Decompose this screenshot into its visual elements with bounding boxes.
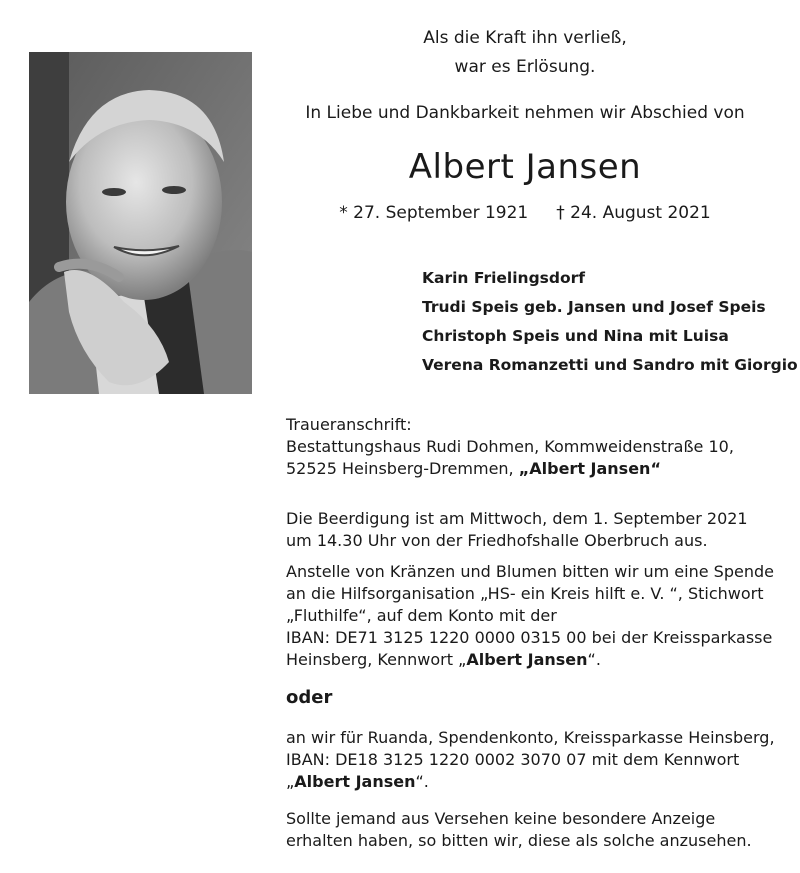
oder-separator: oder <box>286 687 333 708</box>
rwanda-keyword: Albert Jansen <box>294 772 416 791</box>
donation-iban: IBAN: DE71 3125 1220 0000 0315 00 bei der Kreissparkasse <box>286 628 773 647</box>
quote-line: Als die Kraft ihn verließ, <box>423 28 627 48</box>
funeral-line: Die Beerdigung ist am Mittwoch, dem 1. September 2021 <box>286 509 748 528</box>
quote <box>270 24 780 82</box>
closing-line: Sollte jemand aus Versehen keine besondere Anzeige <box>286 809 716 828</box>
donation-line: an die Hilfsorganisation „HS- ein Kreis hilft e. V. “, Stichwort <box>286 584 764 603</box>
closing-note <box>286 808 786 852</box>
donation-keyword-suffix: “. <box>587 650 601 669</box>
rwanda-iban: IBAN: DE18 3125 1220 0002 3070 07 mit dem Kennwort <box>286 750 740 769</box>
address-label: Traueranschrift: <box>286 415 412 434</box>
death-date: † 24. August 2021 <box>556 203 711 223</box>
address-city: 52525 Heinsberg-Dremmen, <box>286 459 519 478</box>
donation-keyword-prefix: Heinsberg, Kennwort „ <box>286 650 467 669</box>
closing-line: erhalten haben, so bitten wir, diese als solche anzusehen. <box>286 831 752 850</box>
mourners-list <box>422 264 798 380</box>
address-line <box>286 458 786 480</box>
address-keyword: „Albert Jansen“ <box>518 459 661 478</box>
donation-keyword: Albert Jansen <box>466 650 588 669</box>
funeral-info <box>286 508 786 552</box>
birth-date: * 27. September 1921 <box>339 203 529 223</box>
donation-line: Anstelle von Kränzen und Blumen bitten wir um eine Spende <box>286 562 774 581</box>
rwanda-line: an wir für Ruanda, Spendenkonto, Kreissparkasse Heinsberg, <box>286 728 775 747</box>
rwanda-keyword-prefix: „ <box>286 772 295 791</box>
rwanda-line <box>286 771 786 793</box>
quote-line: war es Erlösung. <box>454 57 596 77</box>
mourner-name: Verena Romanzetti und Sandro mit Giorgio <box>422 356 798 374</box>
donation-line: „Fluthilfe“, auf dem Konto mit der <box>286 606 557 625</box>
rwanda-keyword-suffix: “. <box>415 772 429 791</box>
donation-line <box>286 649 786 671</box>
rwanda-donation-info <box>286 727 786 793</box>
deceased-name: Albert Jansen <box>408 147 642 187</box>
funeral-line: um 14.30 Uhr von der Friedhofshalle Oberbruch aus. <box>286 531 708 550</box>
mourner-name: Christoph Speis und Nina mit Luisa <box>422 327 729 345</box>
mourning-address <box>286 414 786 480</box>
portrait-photo-icon <box>29 52 252 394</box>
address-line: Bestattungshaus Rudi Dohmen, Kommweidenstraße 10, <box>286 437 734 456</box>
portrait-photo <box>29 52 252 394</box>
donation-info <box>286 561 786 671</box>
mourner-name: Trudi Speis geb. Jansen und Josef Speis <box>422 298 766 316</box>
intro-text: In Liebe und Dankbarkeit nehmen wir Abschied von <box>305 103 745 123</box>
life-dates <box>270 203 780 223</box>
mourner-name: Karin Frielingsdorf <box>422 269 586 287</box>
